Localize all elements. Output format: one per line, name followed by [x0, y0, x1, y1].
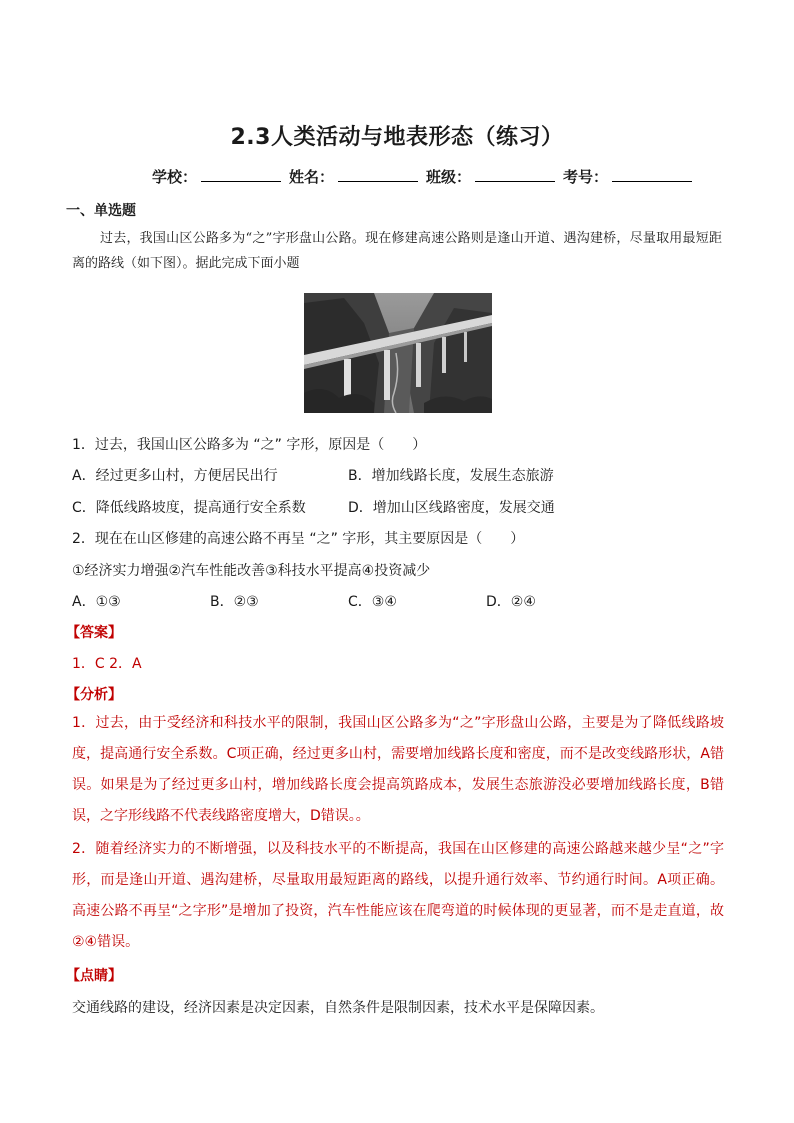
- question-1-stem: 1．过去，我国山区公路多为 “之” 字形，原因是（ ）: [72, 437, 427, 453]
- section-heading: 一、单选题: [66, 203, 136, 219]
- answer-label: 【答案】: [66, 625, 122, 641]
- question-1-option-a[interactable]: A．经过更多山村，方便居民出行: [72, 468, 278, 484]
- question-2-option-d[interactable]: D．②④: [486, 594, 536, 610]
- class-label: 班级：: [426, 168, 472, 186]
- answer-text: 1．C 2．A: [72, 656, 142, 672]
- class-blank: [475, 167, 555, 182]
- question-2-statements: ①经济实力增强②汽车性能改善③科技水平提高④投资减少: [72, 563, 431, 579]
- analysis-paragraph-2: 2．随着经济实力的不断增强，以及科技水平的不断提高，我国在山区修建的高速公路越来越少呈“之”字形，而是逢山开道、遇沟建桥，尽量取用最短距离的路线，以提升通行效率、节约通行时间。A项正确。高速公路不再呈“之字形”是增加了投资，汽车性能应该在爬弯道的时候体现的更显著，而不是走直道，故②④错误。: [72, 841, 724, 950]
- question-1-option-b[interactable]: B．增加线路长度，发展生态旅游: [348, 468, 554, 484]
- question-1-option-c[interactable]: C．降低线路坡度，提高通行安全系数: [72, 500, 306, 516]
- exam-no-label: 考号：: [563, 168, 609, 186]
- comment-label: 【点睛】: [66, 968, 122, 984]
- highway-viaduct-photo: [304, 293, 492, 413]
- question-1-option-d[interactable]: D．增加山区线路密度，发展交通: [348, 500, 555, 516]
- exam-no-blank: [612, 167, 692, 182]
- analysis-label: 【分析】: [66, 687, 122, 703]
- name-label: 姓名：: [289, 168, 335, 186]
- question-2-option-a[interactable]: A．①③: [72, 594, 121, 610]
- question-2-option-c[interactable]: C．③④: [348, 594, 397, 610]
- page-title: 2.3人类活动与地表形态（练习）: [230, 125, 564, 150]
- student-info-row: [152, 166, 700, 187]
- comment-text: 交通线路的建设，经济因素是决定因素，自然条件是限制因素，技术水平是保障因素。: [72, 1000, 604, 1016]
- name-blank: [338, 167, 418, 182]
- question-2-option-b[interactable]: B．②③: [210, 594, 259, 610]
- analysis-paragraph-1: 1．过去，由于受经济和科技水平的限制，我国山区公路多为“之”字形盘山公路，主要是为了降低线路坡度，提高通行安全系数。C项正确，经过更多山村，需要增加线路长度和密度，而不是改变线路形状，A错误。如果是为了经过更多山村，增加线路长度会提高筑路成本，发展生态旅游没必要增加线路长度，B错误，之字形线路不代表线路密度增大，D错误。。: [72, 715, 724, 824]
- school-label: 学校：: [152, 168, 198, 186]
- reading-passage: 过去，我国山区公路多为“之”字形盘山公路。现在修建高速公路则是逢山开道、遇沟建桥，尽量取用最短距离的路线（如下图）。据此完成下面小题: [72, 231, 722, 271]
- question-2-stem: 2．现在在山区修建的高速公路不再呈 “之” 字形，其主要原因是（ ）: [72, 531, 525, 547]
- school-blank: [201, 167, 281, 182]
